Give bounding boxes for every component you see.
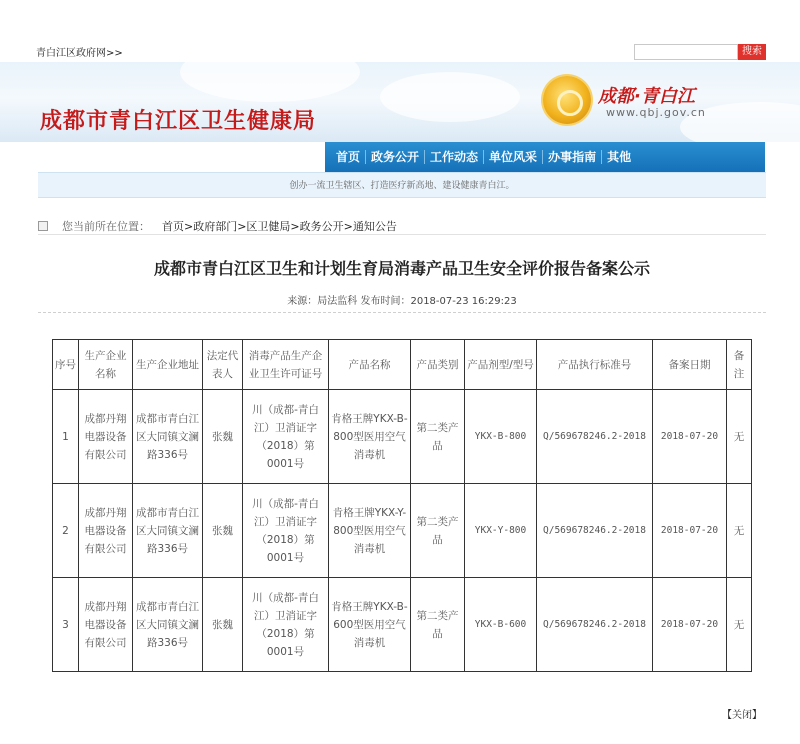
table-cell: 第二类产品: [411, 484, 465, 578]
table-cell: 成都市青白江区大同镇文澜路336号: [133, 578, 203, 672]
logo-name: 成都·青白江: [598, 86, 695, 107]
header-cell: 序号: [53, 340, 79, 390]
table-cell: 川（成都-青白江）卫消证字（2018）第0001号: [243, 578, 329, 672]
table-cell: 无: [727, 578, 752, 672]
table-cell: 张魏: [203, 390, 243, 484]
table-cell: Q/569678246.2-2018: [537, 578, 653, 672]
page-title: 成都市青白江区卫生和计划生育局消毒产品卫生安全评价报告备案公示: [153, 259, 650, 278]
table-cell: 肯格王牌YKX-Y-800型医用空气消毒机: [329, 484, 411, 578]
table-cell: 成都丹翔电器设备有限公司: [79, 484, 133, 578]
banner-cloud: [380, 72, 520, 122]
nav-item-service-guide[interactable]: 办事指南: [548, 150, 597, 164]
table-cell: Q/569678246.2-2018: [537, 390, 653, 484]
location-icon: [38, 221, 48, 231]
header-cell: 消毒产品生产企业卫生许可证号: [243, 340, 329, 390]
search-button[interactable]: 搜索: [738, 44, 766, 60]
table-cell: 川（成都-青白江）卫消证字（2018）第0001号: [243, 484, 329, 578]
header-cell: 法定代表人: [203, 340, 243, 390]
article-meta: 来源：局法监科 发布时间：2018-07-23 16:29:23: [287, 296, 517, 307]
table-cell: Q/569678246.2-2018: [537, 484, 653, 578]
government-site-link[interactable]: 青白江区政府网>>: [36, 48, 123, 59]
table-cell: 张魏: [203, 484, 243, 578]
meta-divider: [38, 312, 766, 313]
table-cell: 肯格王牌YKX-B-800型医用空气消毒机: [329, 390, 411, 484]
table-cell: 第二类产品: [411, 390, 465, 484]
table-cell: 1: [53, 390, 79, 484]
table-cell: 成都丹翔电器设备有限公司: [79, 578, 133, 672]
content-divider: [38, 234, 766, 235]
logo-url: www.qbj.gov.cn: [606, 106, 706, 119]
table-cell: 第二类产品: [411, 578, 465, 672]
header-cell: 生产企业地址: [133, 340, 203, 390]
breadcrumb-label: 您当前所在位置：: [62, 220, 150, 233]
table-cell: 成都丹翔电器设备有限公司: [79, 390, 133, 484]
table-cell: 张魏: [203, 578, 243, 672]
header-cell: 产品类别: [411, 340, 465, 390]
table-cell: 成都市青白江区大同镇文澜路336号: [133, 484, 203, 578]
header-cell: 备案日期: [653, 340, 727, 390]
slogan-bar: 创办一流卫生辖区、打造医疗新高地、建设健康青白江。: [38, 172, 766, 198]
table-cell: 无: [727, 484, 752, 578]
close-button[interactable]: 【关闭】: [722, 710, 762, 721]
nav-item-other[interactable]: 其他: [607, 150, 632, 164]
table-cell: 2018-07-20: [653, 578, 727, 672]
table-cell: 2018-07-20: [653, 484, 727, 578]
table-cell: YKX-B-800: [465, 390, 537, 484]
nav-spacer: [0, 142, 325, 172]
city-logo-icon: [543, 76, 591, 124]
top-strip: [0, 0, 800, 40]
table-row: [53, 484, 752, 578]
header-cell: 生产企业名称: [79, 340, 133, 390]
nav-item-home[interactable]: 首页: [336, 150, 361, 164]
header-banner: [0, 62, 800, 142]
table-cell: 无: [727, 390, 752, 484]
table-cell: 3: [53, 578, 79, 672]
header-cell: 产品执行标准号: [537, 340, 653, 390]
search-input[interactable]: [634, 44, 738, 60]
table-cell: YKX-B-600: [465, 578, 537, 672]
table-cell: YKX-Y-800: [465, 484, 537, 578]
table-cell: 2: [53, 484, 79, 578]
breadcrumb-path[interactable]: 首页>政府部门>区卫健局>政务公开>通知公告: [162, 220, 397, 233]
breadcrumb: [38, 218, 397, 234]
main-nav: [325, 142, 765, 172]
bureau-title: 成都市青白江区卫生健康局: [40, 109, 317, 134]
filing-table: [52, 339, 752, 672]
table-cell: 川（成都-青白江）卫消证字（2018）第0001号: [243, 390, 329, 484]
nav-item-units[interactable]: 单位风采: [489, 150, 538, 164]
header-cell: 产品剂型/型号: [465, 340, 537, 390]
table-cell: 肯格王牌YKX-B-600型医用空气消毒机: [329, 578, 411, 672]
table-row: [53, 578, 752, 672]
table-cell: 成都市青白江区大同镇文澜路336号: [133, 390, 203, 484]
banner-cloud: [180, 62, 360, 102]
nav-item-government-affairs[interactable]: 政务公开: [371, 150, 420, 164]
header-cell: 备注: [727, 340, 752, 390]
header-cell: 产品名称: [329, 340, 411, 390]
table-row: [53, 390, 752, 484]
table-cell: 2018-07-20: [653, 390, 727, 484]
nav-item-work-news[interactable]: 工作动态: [430, 150, 479, 164]
table-header-row: [53, 340, 752, 390]
